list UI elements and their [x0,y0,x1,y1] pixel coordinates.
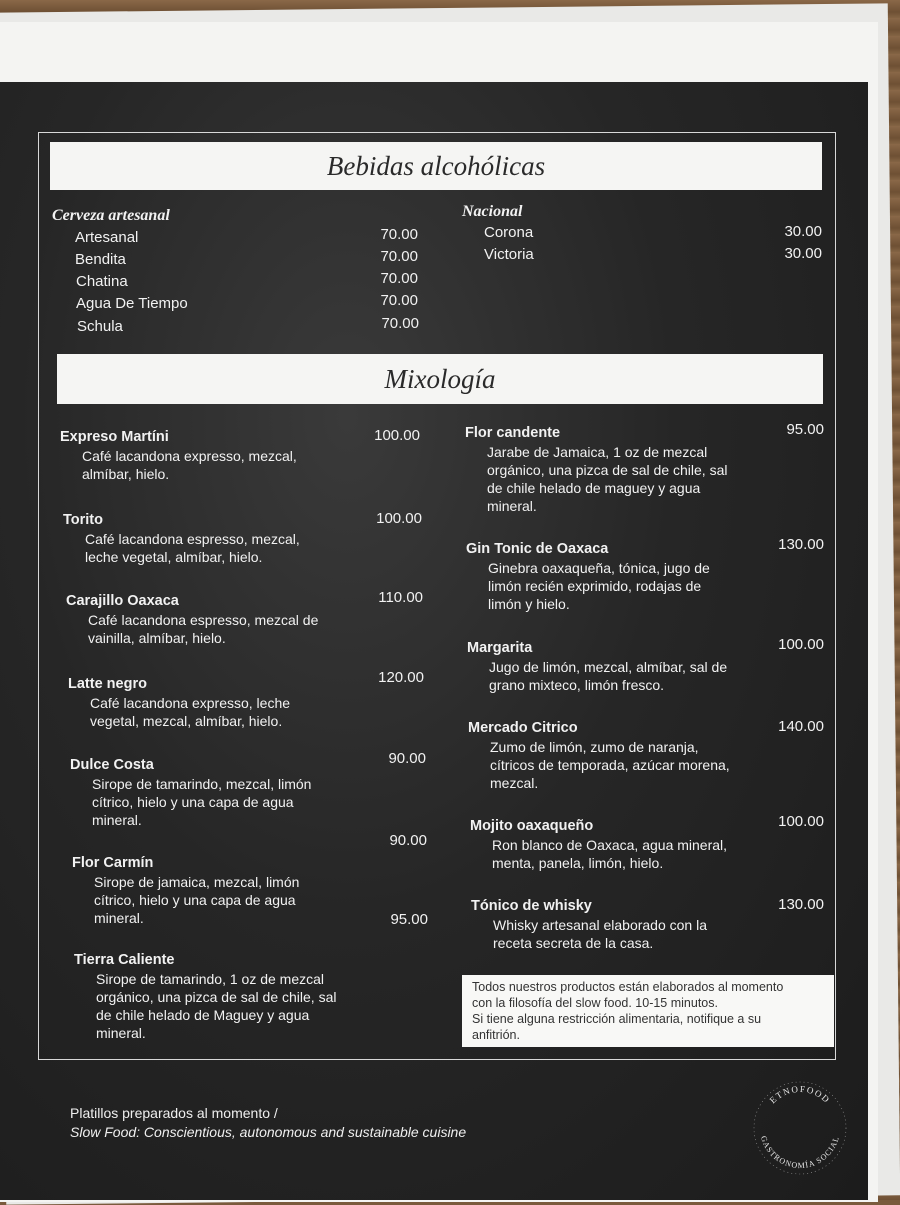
footer-line-2: Slow Food: Conscientious, autonomous and sustainable cuisine [70,1124,467,1140]
cocktail-price: 95.00 [786,421,824,438]
cocktail-name: Dulce Costa [70,757,154,773]
cocktail-item [63,512,300,566]
cocktail-name: Mojito oaxaqueño [470,818,594,834]
cocktail-name: Carajillo Oaxaca [66,593,179,609]
alcoholic-title-text: Bebidas alcohólicas [326,151,546,181]
cocktail-name: Flor Carmín [72,855,154,871]
cocktail-item [471,898,707,952]
cocktail-price: 100.00 [376,510,422,527]
beer-price: 70.00 [381,315,419,332]
footer-line-1: Platillos preparados al momento / [70,1105,278,1121]
beer-price: 30.00 [784,223,822,240]
beer-price: 70.00 [380,248,418,265]
cocktail-name: Torito [63,512,103,528]
beer-name: Corona [484,224,534,241]
cocktail-item [465,425,727,515]
cocktail-description: Café lacandona espresso, mezcal, leche vegetal, almíbar, hielo. [85,531,300,565]
cocktail-item [470,818,727,872]
craft-beer-label: Cerveza artesanal [52,207,170,224]
cocktail-item [468,720,730,792]
cocktail-description: Sirope de tamarindo, mezcal, limón cítrico, hielo y una capa de agua mineral. [92,776,312,828]
cocktail-item [467,640,727,694]
cocktail-item [466,541,710,613]
cocktail-price: 140.00 [778,718,824,735]
cocktail-description: Sirope de jamaica, mezcal, limón cítrico, hielo y una capa de agua mineral. [94,874,300,926]
beer-price: 30.00 [784,245,822,262]
cocktail-description: Sirope de tamarindo, 1 oz de mezcal orgánico, una pizca de sal de chile, sal de chile helado de Maguey y agua mineral. [96,971,337,1041]
cocktail-description: Jarabe de Jamaica, 1 oz de mezcal orgánico, una pizca de sal de chile, sal de chile helado de maguey y agua mineral. [487,444,728,514]
cocktail-name: Latte negro [68,676,147,692]
cocktail-item [70,757,311,829]
seal-bottom-text: GASTRONOMÍA SOCIAL [758,1134,842,1171]
beer-price: 70.00 [380,270,418,287]
cocktail-item [60,429,297,483]
cocktail-name: Margarita [467,640,533,656]
cocktail-description: Café lacandona expresso, leche vegetal, mezcal, almíbar, hielo. [90,695,291,729]
cocktail-price: 120.00 [378,669,424,686]
cocktail-item [72,855,299,927]
national-beer-label: Nacional [462,203,523,220]
beer-name: Victoria [484,246,534,263]
cocktail-price: 100.00 [778,636,824,653]
cocktail-price: 95.00 [390,911,428,928]
cocktail-price: 100.00 [778,813,824,830]
cocktail-price: 130.00 [778,536,824,553]
cocktail-description: Ginebra oaxaqueña, tónica, jugo de limón recién exprimido, rodajas de limón y hielo. [488,560,710,612]
footer-text [70,1104,466,1142]
cocktail-item [66,593,318,647]
cocktail-name: Expreso Martíni [60,429,169,445]
cocktail-description: Zumo de limón, zumo de naranja, cítricos de temporada, azúcar morena, mezcal. [490,739,730,791]
cocktail-name: Flor candente [465,425,561,441]
cocktail-price: 90.00 [388,750,426,767]
beer-price: 70.00 [380,226,418,243]
svg-text:GASTRONOMÍA SOCIAL [759,1135,841,1170]
cocktail-description: Café lacandona espresso, mezcal de vainilla, almíbar, hielo. [88,612,319,646]
cocktail-description: Café lacandona expresso, mezcal, almíbar, hielo. [82,448,297,482]
svg-text:ETNOFOOD [768,1084,833,1106]
cocktail-description: Whisky artesanal elaborado con la receta secreta de la casa. [493,917,708,951]
cocktail-description: Jugo de limón, mezcal, almíbar, sal de grano mixteco, limón fresco. [489,659,728,693]
slow-food-note: Todos nuestros productos están elaborados al momento con la filosofía del slow food. 10-15 minutos. Si tiene alguna restricción alimentaria, notifique a su anfitrión. [462,975,834,1047]
cocktail-name: Mercado Citrico [468,720,578,736]
cocktail-name: Gin Tonic de Oaxaca [466,541,609,557]
beer-price: 70.00 [380,292,418,309]
etnofood-seal-logo [750,1078,850,1178]
cocktail-price: 100.00 [374,427,420,444]
alcoholic-section-title [50,142,822,190]
beer-name: Agua De Tiempo [76,295,188,312]
cocktail-name: Tónico de whisky [471,898,592,914]
beer-name: Artesanal [75,229,139,246]
mixology-title-text: Mixología [384,364,496,394]
cocktail-price: 130.00 [778,896,824,913]
beer-name: Chatina [76,273,128,290]
beer-name: Schula [77,318,123,335]
cocktail-price: 90.00 [389,832,427,849]
cocktail-name: Tierra Caliente [74,952,175,968]
beer-name: Bendita [75,251,126,268]
seal-top-text: ETNOFOOD [767,1083,833,1106]
cocktail-item [68,676,290,730]
cocktail-item [74,952,336,1042]
cocktail-price: 110.00 [378,589,423,606]
cocktail-description: Ron blanco de Oaxaca, agua mineral, menta, panela, limón, hielo. [492,837,728,871]
mixology-section-title [57,354,823,404]
